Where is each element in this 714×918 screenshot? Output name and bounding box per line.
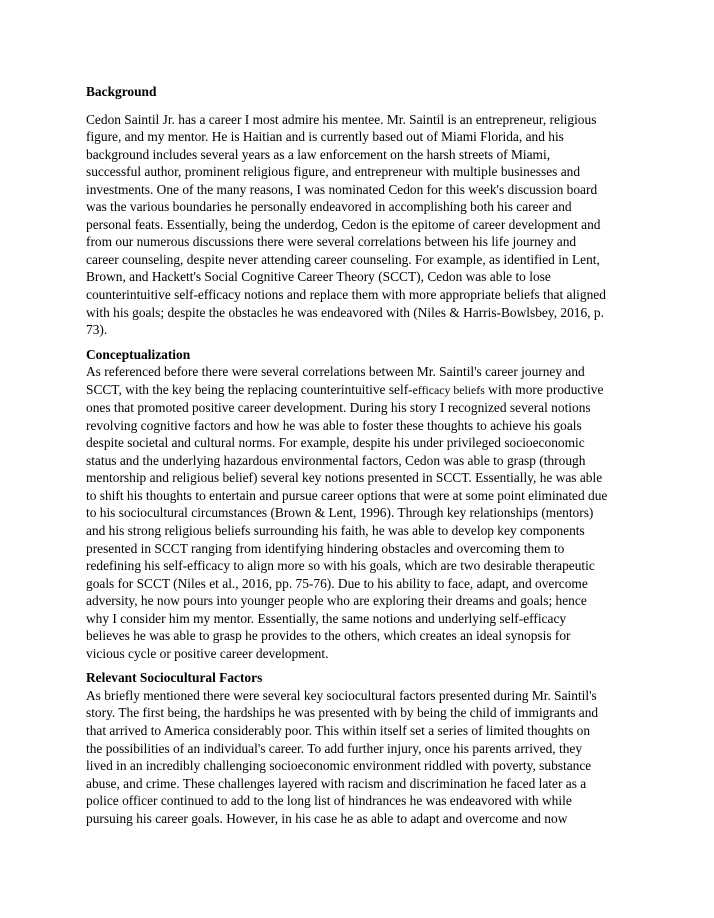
paragraph-line: career counseling, despite never attending career counseling. For example, as identified in Lent, <box>86 251 600 267</box>
background-paragraph <box>86 111 642 339</box>
paragraph-line: believes he was able to grasp he provides to the others, which creates an ideal synopsis for <box>86 628 571 644</box>
paragraph-line: pursuing his career goals. However, in his case he as able to adapt and overcome and now <box>86 810 568 826</box>
paragraph-line: successful author, prominent religious figure, and entrepreneur with multiple businesses and <box>86 164 581 180</box>
paragraph-line: investments. One of the many reasons, I was nominated Cedon for this week's discussion board <box>86 181 598 197</box>
paragraph-line: to shift his thoughts to entertain and pursue career options that were at some point eliminated due <box>86 487 608 503</box>
paragraph-line: abuse, and crime. These challenges layered with racism and discrimination he faced later as a <box>86 775 587 791</box>
paragraph-line: and his strong religious beliefs surrounding his faith, he was able to develop key components <box>86 523 585 539</box>
paragraph-line: from our numerous discussions there were several correlations between his life journey and <box>86 234 577 250</box>
paragraph-line: story. The first being, the hardships he was presented with by being the child of immigrants and <box>86 705 599 721</box>
paragraph-line: revolving cognitive factors and how he was able to foster these thoughts to achieve his goals <box>86 417 582 433</box>
paragraph-line: As referenced before there were several correlations between Mr. Saintil's career journey and <box>86 364 585 380</box>
paragraph-line: police officer continued to add to the long list of hindrances he was endeavored with while <box>86 793 572 809</box>
paragraph-line: the possibilities of an individual's career. To add further injury, once his parents arrived, they <box>86 740 583 756</box>
section-heading-background: Background <box>86 84 157 99</box>
sociocultural-factors-paragraph <box>86 687 642 827</box>
paragraph-line: to his sociocultural circumstances (Brown & Lent, 1996). Through key relationships (mentors) <box>86 505 594 521</box>
text-run: SCCT, with the key being the replacing counterintuitive self- <box>86 381 413 397</box>
paragraph-line: 73). <box>86 322 108 338</box>
paragraph-line: goals for SCCT (Niles et al., 2016, pp. 75-76). Due to his ability to face, adapt, and overcome <box>86 575 588 591</box>
paragraph-line: with his goals; despite the obstacles he was endeavored with (Niles & Harris-Bowlsbey, 2016, p. <box>86 304 604 320</box>
paragraph-line: counterintuitive self-efficacy notions and replace them with more appropriate beliefs that aligned <box>86 286 606 302</box>
text-run: with more productive <box>484 381 604 397</box>
paragraph-line: redefining his self-efficacy to align more so with his goals, which are two desirable therapeutic <box>86 558 595 574</box>
paragraph-line: figure, and my mentor. He is Haitian and is currently based out of Miami Florida, and his <box>86 129 564 145</box>
paragraph-line: personal feats. Essentially, being the underdog, Cedon is the epitome of career development and <box>86 216 601 232</box>
paragraph-line: Brown, and Hackett's Social Cognitive Career Theory (SCCT), Cedon was able to lose <box>86 269 551 285</box>
document-page <box>86 83 642 827</box>
background-section <box>86 83 642 339</box>
paragraph-line: was the various boundaries he personally endeavored in accomplishing both his career and <box>86 199 572 215</box>
paragraph-line: presented in SCCT ranging from identifying hindering obstacles and overcoming them to <box>86 540 565 556</box>
paragraph-line: background includes several years as a law enforcement on the harsh streets of Miami, <box>86 146 551 162</box>
paragraph-line: lived in an incredibly challenging socioeconomic environment riddled with poverty, substance <box>86 758 592 774</box>
paragraph-line: despite societal and cultural norms. For example, despite his under privileged socioeconomic <box>86 435 585 451</box>
paragraph-line <box>86 381 642 400</box>
conceptualization-paragraph <box>86 363 642 662</box>
paragraph-line: why I consider him my mentor. Essentially, the same notions and underlying self-efficacy <box>86 610 567 626</box>
paragraph-line: As briefly mentioned there were several key sociocultural factors presented during Mr. Saintil's <box>86 687 597 703</box>
section-heading-sociocultural-factors: Relevant Sociocultural Factors <box>86 670 263 686</box>
paragraph-line: ones that promoted positive career development. During his story I recognized several notions <box>86 400 591 416</box>
paragraph-line: status and the underlying hazardous environmental factors, Cedon was able to grasp (through <box>86 452 586 468</box>
paragraph-line: mentorship and religious belief) several key notions presented in SCCT. Essentially, he was able <box>86 470 603 486</box>
section-heading-conceptualization: Conceptualization <box>86 346 191 362</box>
text-run-small: efficacy beliefs <box>412 382 485 397</box>
paragraph-line: Cedon Saintil Jr. has a career I most admire his mentee. Mr. Saintil is an entrepreneur, religious <box>86 111 597 127</box>
sociocultural-factors-section <box>86 669 642 827</box>
conceptualization-section <box>86 346 642 663</box>
paragraph-line: adversity, he now pours into younger people who are exploring their dreams and goals; hence <box>86 593 587 609</box>
paragraph-line: that arrived to America considerably poor. This within itself set a series of limited thoughts on <box>86 723 591 738</box>
paragraph-line: vicious cycle or positive career development. <box>86 645 329 661</box>
